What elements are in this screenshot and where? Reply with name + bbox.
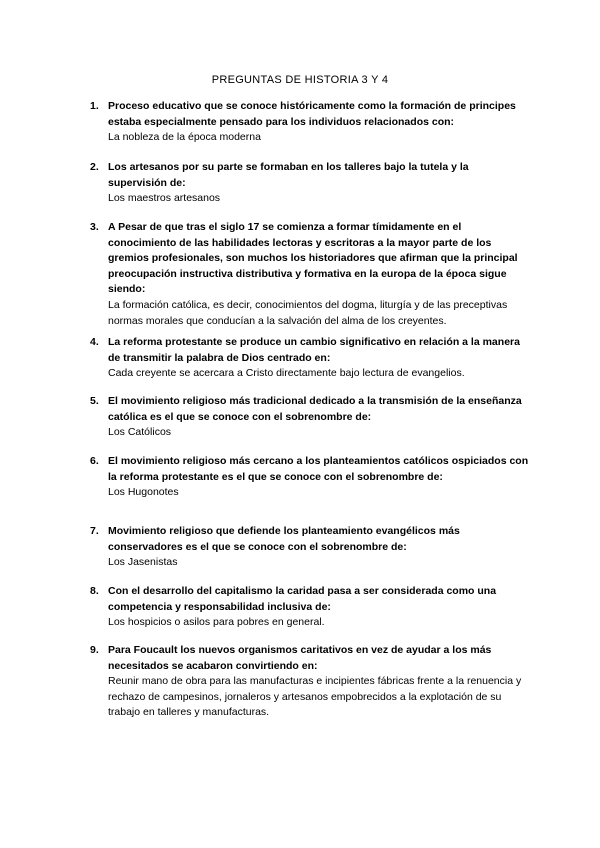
- question-body: [108, 454, 530, 501]
- answer-text: Los maestros artesanos: [108, 192, 221, 205]
- question-text: La reforma protestante se produce un cambio significativo en relación a la manera de transmitir la palabra de Dios centrado en:: [108, 336, 520, 364]
- question-number: 7.: [90, 525, 99, 537]
- question-number: 6.: [90, 455, 99, 467]
- question-number: 3.: [90, 221, 99, 233]
- question-body: [108, 99, 530, 146]
- question-body: [108, 160, 530, 207]
- question-body: [108, 584, 530, 631]
- question-number: 8.: [90, 585, 99, 597]
- question-number: 2.: [90, 161, 99, 173]
- question-text: El movimiento religioso más cercano a los planteamientos católicos ospiciados con la reforma protestante es el que se conoce con el sobrenombre de:: [108, 455, 529, 483]
- answer-text: Los Católicos: [108, 426, 172, 439]
- answer-text: La formación católica, es decir, conocimientos del dogma, liturgía y de las preceptivas normas morales que conducían a la salvación del alma de los creyentes.: [108, 298, 508, 327]
- question-text: Proceso educativo que se conoce históricamente como la formación de principes estaba especialmente pensado para los individuos relacionados con:: [108, 100, 516, 128]
- question-body: [108, 524, 530, 571]
- answer-text: Cada creyente se acercara a Cristo directamente bajo lectura de evangelios.: [108, 367, 465, 380]
- question-body: [108, 643, 530, 721]
- question-text: Para Foucault los nuevos organismos caritativos en vez de ayudar a los más necesitados se acabaron convirtiendo en:: [108, 644, 492, 672]
- answer-text: Reunir mano de obra para las manufacturas e incipientes fábricas frente a la renuencia y rechazo de campesinos, jornaleros y artesanos empobrecidos a la explotación de su trabajo en talleres y manufacturas.: [108, 675, 522, 719]
- answer-text: Los Jasenistas: [108, 556, 178, 569]
- document-title: PREGUNTAS DE HISTORIA 3 Y 4: [211, 74, 389, 86]
- question-text: Con el desarrollo del capitalismo la caridad pasa a ser considerada como una competencia y responsabilidad inclusiva de:: [108, 585, 497, 613]
- question-text: A Pesar de que tras el siglo 17 se comienza a formar tímidamente en el conocimiento de las habilidades lectoras y escritoras a la mayor parte de los gremios profesionales, son muchos los historiadores que afirman que la principal preocupación instructiva distributiva y formativa en la europa de la época sigue siendo:: [108, 221, 518, 296]
- question-number: 5.: [90, 395, 99, 407]
- question-text: Los artesanos por su parte se formaban en los talleres bajo la tutela y la supervisión de:: [108, 161, 469, 189]
- question-body: [108, 220, 530, 329]
- question-body: [108, 394, 530, 441]
- question-number: 9.: [90, 644, 99, 656]
- answer-text: Los hospicios o asilos para pobres en general.: [108, 616, 325, 629]
- question-number: 1.: [90, 100, 99, 112]
- question-number: 4.: [90, 336, 99, 348]
- question-body: [108, 335, 530, 382]
- answer-text: La nobleza de la época moderna: [108, 131, 261, 144]
- question-text: El movimiento religioso más tradicional dedicado a la transmisión de la enseñanza católica es el que se conoce con el sobrenombre de:: [108, 395, 522, 423]
- question-text: Movimiento religioso que defiende los planteamiento evangélicos más conservadores es el que se conoce con el sobrenombre de:: [108, 525, 460, 553]
- answer-text: Los Hugonotes: [108, 486, 179, 499]
